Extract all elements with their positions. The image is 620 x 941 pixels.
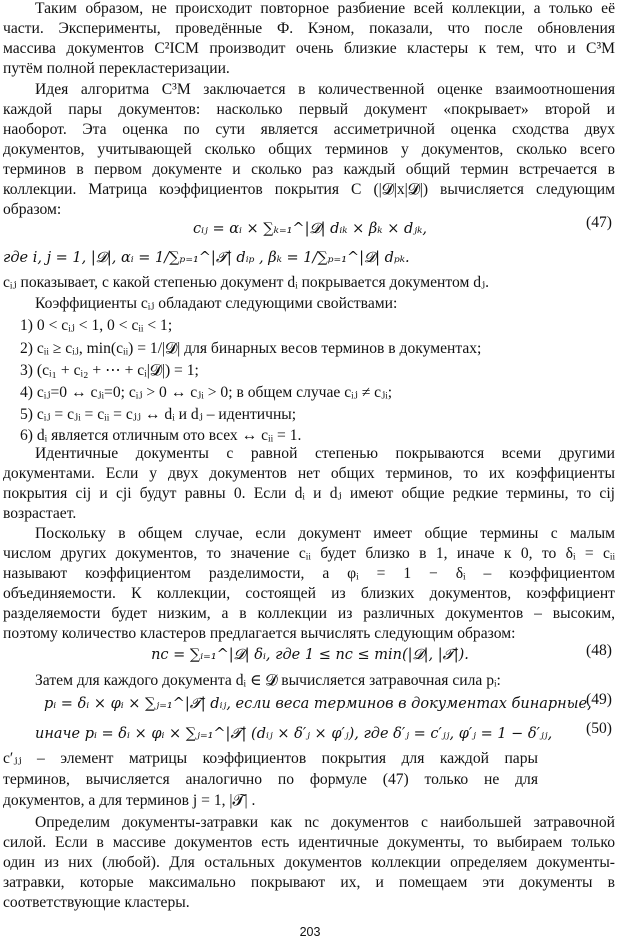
list-item: 4) cᵢⱼ=0 ↔ cⱼᵢ=0; cᵢⱼ > 0 ↔ cⱼᵢ > 0; в общем случае cᵢⱼ ≠ cⱼᵢ; (20, 384, 393, 401)
text-line: Затем для каждого документа dᵢ ∈ 𝓓 вычисляется затравочная сила pᵢ: (35, 672, 501, 689)
equation-47: cᵢⱼ = αᵢ × ∑ₖ₌₁^|𝓓| dᵢₖ × βₖ × dⱼₖ, (193, 221, 427, 237)
text-line: терминов, вычисляется аналогично по формуле (47) только не для (3, 771, 538, 788)
text-line: Поскольку в общем случае, если документ имеет общие термины с малым (35, 525, 615, 542)
text-line: cᵢⱼ показывает, с какой степенью документ dᵢ покрывается документом dⱼ. (3, 274, 490, 291)
text-line: называют коэффициентом разделимости, а φᵢ = 1 − δᵢ – коэффициентом (3, 565, 615, 582)
text-line: разделяемости будет низким, а в коллекции из различных документов – высоким, (3, 605, 615, 622)
list-item: 6) dᵢ является отличным ото всех ↔ cᵢᵢ = 1. (20, 427, 302, 444)
text-line: образом: (3, 201, 62, 218)
text-line: коллекции. Матрица коэффициентов покрытия C (|𝓓|x|𝓓|) вычисляется следующим (3, 181, 615, 198)
text-line: соответствующие кластеры. (3, 894, 190, 911)
text-line: Таким образом, не происходит повторное разбиение всей коллекции, а только её (35, 0, 615, 17)
text-line: путём полной перекластеризации. (3, 60, 230, 77)
text-line: документов, учитывающей сколько общих терминов у документов, сколько всего (3, 141, 615, 158)
text-line: документами. Если у двух документов нет общих терминов, то их коэффициенты (3, 465, 615, 482)
text-line: поэтому количество кластеров предлагается вычислять следующим образом: (3, 625, 516, 642)
text-line: наоборот. Эта оценка по сути является ассиметричной оценка сходства двух (3, 121, 615, 138)
text-line: один из них (любой). Для остальных документов коллекции определяем документы- (3, 854, 615, 871)
page-number: 203 (299, 925, 321, 939)
equation-definitions: где i, j = 1, |𝓓|, αᵢ = 1/∑ₚ₌₁^|𝓣| dᵢₚ , βₖ = 1/∑ₚ₌₁^|𝓓| dₚₖ. (3, 250, 410, 266)
text-line: Идентичные документы с равной степенью покрываются всеми другими (35, 445, 615, 462)
text-line: объединяемости. К коллекции, состоящей из близких документов, коэффициент (3, 585, 615, 602)
text-line: Идея алгоритма C³M заключается в количественной оценке взаимоотношения (35, 81, 615, 98)
text-line: Коэффициенты cᵢⱼ обладают следующими свойствами: (35, 295, 398, 312)
text-line: c′ⱼⱼ – элемент матрицы коэффициентов покрытия для каждой пары (3, 750, 538, 767)
text-line: каждой пары документов: насколько первый документ «покрывает» второй и (3, 101, 615, 118)
text-line: документов, а для терминов j = 1, |𝓣| . (3, 792, 256, 809)
equation-50: иначе pᵢ = δᵢ × φᵢ × ∑ⱼ₌₁^|𝓣| (dᵢⱼ × δ′ⱼ × φ′ⱼ), где δ′ⱼ = c′ⱼⱼ, φ′ⱼ = 1 − δ′ⱼⱼ, (35, 726, 553, 742)
equation-48: nc = ∑ᵢ₌₁^|𝓓| δᵢ, где 1 ≤ nc ≤ min(|𝓓|, |𝓣|). (151, 647, 469, 663)
text-line: части. Эксперименты, проведённые Ф. Кэном, показали, что после обновления (3, 20, 615, 37)
equation-number: (50) (586, 720, 612, 737)
text-line: числом других документов, то значение cᵢᵢ будет близко в 1, иначе к 0, то δᵢ = cᵢᵢ (3, 545, 615, 562)
list-item: 5) cᵢⱼ = cⱼᵢ = cᵢᵢ = cⱼⱼ ↔ dᵢ и dⱼ – идентичны; (20, 406, 297, 423)
equation-number: (48) (586, 642, 612, 659)
equation-number: (49) (586, 691, 612, 708)
equation-49: pᵢ = δᵢ × φᵢ × ∑ⱼ₌₁^|𝓣| dᵢⱼ, если веса терминов в документах бинарные, (44, 696, 592, 712)
equation-number: (47) (586, 214, 612, 231)
list-item: 3) (cᵢ₁ + cᵢ₂ + ⋯ + cᵢ|𝓓|) = 1; (20, 362, 199, 379)
text-line: массива документов C²ICM производит очень близкие кластеры к тем, что и C³M (3, 40, 615, 57)
text-line: затравки, которые максимально покрывают их, и помещаем эти документы в (3, 874, 615, 891)
text-line: покрытия cij и cji будут равны 0. Если dᵢ и dⱼ имеют общие редкие термины, то cij (3, 485, 615, 502)
list-item: 2) cᵢᵢ ≥ cᵢⱼ, min(cᵢᵢ) = 1/|𝓓| для бинарных весов терминов в документах; (20, 340, 482, 357)
text-line: Определим документы-затравки как nc документов с наибольшей затравочной (35, 814, 615, 831)
text-line: силой. Если в массиве документов есть идентичные документы, то выбираем только (3, 834, 615, 851)
text-line: возрастает. (3, 505, 77, 522)
list-item: 1) 0 < cᵢⱼ < 1, 0 < cᵢᵢ < 1; (20, 317, 173, 334)
text-line: терминов в первом документе и сколько раз каждый общий термин встречается в (3, 161, 615, 178)
